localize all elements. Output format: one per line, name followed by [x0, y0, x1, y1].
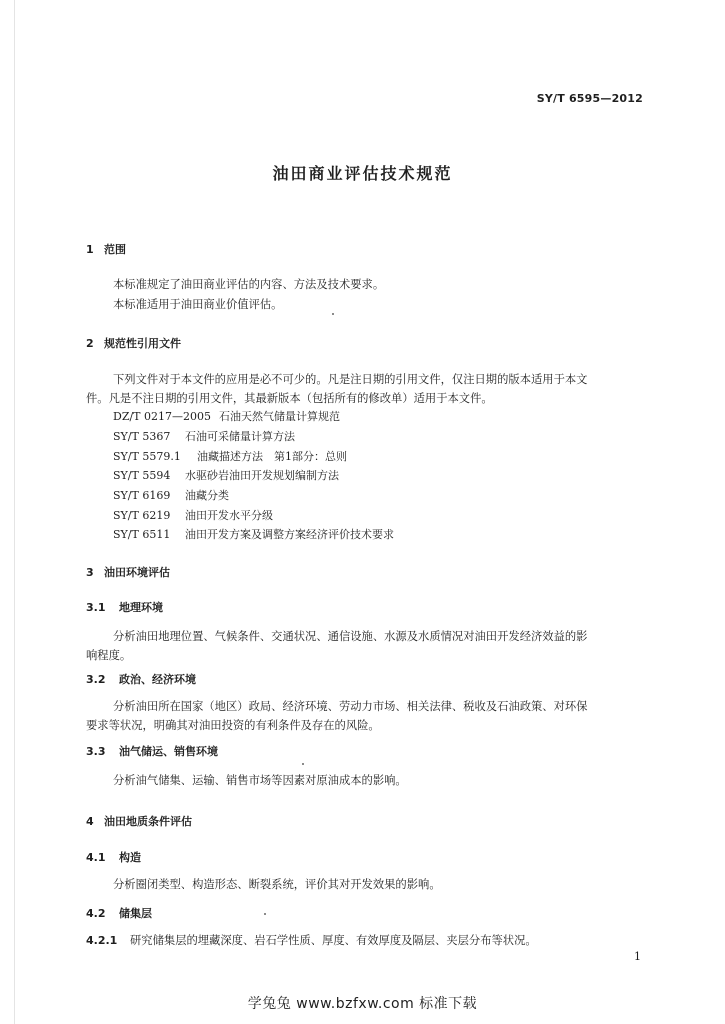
subsection-number: 3.2: [86, 673, 106, 686]
subsection-number: 3.1: [86, 601, 106, 614]
section-number: 1: [86, 243, 94, 256]
document-title: 油田商业评估技术规范: [272, 164, 453, 183]
section-3-heading: [86, 564, 170, 580]
reference-title: 水驱砂岩油田开发规划编制方法: [185, 469, 339, 482]
reference-item: [113, 428, 295, 444]
section-number: 2: [86, 337, 94, 350]
subsection-3-1-heading: [86, 599, 163, 615]
reference-code: SY/T 5579.1: [113, 450, 181, 463]
reference-title: 油田开发方案及调整方案经济评价技术要求: [185, 528, 394, 541]
scan-edge-line: [14, 0, 15, 1024]
subsection-title: 地理环境: [119, 601, 163, 614]
reference-title: 油田开发水平分级: [185, 509, 273, 522]
section-1-heading: [86, 241, 126, 257]
reference-code: SY/T 6169: [113, 489, 171, 502]
section-4-heading: [86, 813, 192, 829]
reference-code: DZ/T 0217—2005: [113, 410, 211, 423]
subsection-title: 政治、经济环境: [119, 673, 196, 686]
clause-4-2-1: [86, 932, 537, 948]
reference-title: 油藏描述方法 第1部分：总则: [197, 450, 347, 463]
paragraph-line: 分析油气储集、运输、销售市场等因素对原油成本的影响。: [113, 774, 407, 787]
scan-speck: [302, 763, 304, 765]
clause-text: 研究储集层的埋藏深度、岩石学性质、厚度、有效厚度及隔层、夹层分布等状况。: [130, 934, 537, 947]
clause-number: 4.2.1: [86, 934, 118, 947]
reference-item: [113, 467, 339, 483]
section-title: 范围: [104, 243, 126, 256]
reference-item: [113, 408, 340, 424]
section-number: 4: [86, 815, 94, 828]
reference-item: [113, 487, 229, 503]
footer-watermark: 学兔兔 www.bzfxw.com 标准下载: [247, 996, 478, 1012]
subsection-4-1-heading: [86, 849, 141, 865]
paragraph: 本标准规定了油田商业评估的内容、方法及技术要求。: [113, 278, 385, 291]
section-number: 3: [86, 566, 94, 579]
reference-title: 石油天然气储量计算规范: [219, 410, 340, 423]
section-title: 规范性引用文件: [104, 337, 181, 350]
reference-item: [113, 448, 347, 464]
section-title: 油田环境评估: [104, 566, 170, 579]
paragraph-line: 下列文件对于本文件的应用是必不可少的。凡是注日期的引用文件，仅注日期的版本适用于本文: [113, 373, 588, 386]
reference-item: [113, 507, 273, 523]
subsection-3-3-heading: [86, 743, 218, 759]
paragraph-line: 件。凡是不注日期的引用文件，其最新版本（包括所有的修改单）适用于本文件。: [86, 392, 493, 405]
paragraph-line: 分析圈闭类型、构造形态、断裂系统，评价其对开发效果的影响。: [113, 878, 441, 891]
subsection-title: 储集层: [119, 907, 152, 920]
paragraph-line: 要求等状况，明确其对油田投资的有利条件及存在的风险。: [86, 719, 380, 732]
paragraph-line: 分析油田所在国家（地区）政局、经济环境、劳动力市场、相关法律、税收及石油政策、对环保: [113, 700, 588, 713]
reference-item: [113, 526, 394, 542]
reference-code: SY/T 6219: [113, 509, 171, 522]
scan-speck: [332, 313, 334, 315]
paragraph: 本标准适用于油田商业价值评估。: [113, 298, 283, 311]
subsection-number: 4.1: [86, 851, 106, 864]
scan-speck: [264, 913, 266, 915]
subsection-number: 4.2: [86, 907, 106, 920]
standard-number: SY/T 6595—2012: [536, 92, 643, 105]
reference-title: 油藏分类: [185, 489, 229, 502]
subsection-title: 构造: [119, 851, 141, 864]
paragraph-line: 响程度。: [86, 649, 132, 662]
paragraph-line: 分析油田地理位置、气候条件、交通状况、通信设施、水源及水质情况对油田开发经济效益的影: [113, 630, 588, 643]
reference-code: SY/T 5594: [113, 469, 171, 482]
subsection-number: 3.3: [86, 745, 106, 758]
section-2-heading: [86, 335, 181, 351]
subsection-title: 油气储运、销售环境: [119, 745, 218, 758]
reference-code: SY/T 5367: [113, 430, 171, 443]
reference-code: SY/T 6511: [113, 528, 171, 541]
section-title: 油田地质条件评估: [104, 815, 192, 828]
subsection-3-2-heading: [86, 671, 196, 687]
page-number: 1: [634, 950, 641, 963]
subsection-4-2-heading: [86, 905, 152, 921]
reference-title: 石油可采储量计算方法: [185, 430, 295, 443]
